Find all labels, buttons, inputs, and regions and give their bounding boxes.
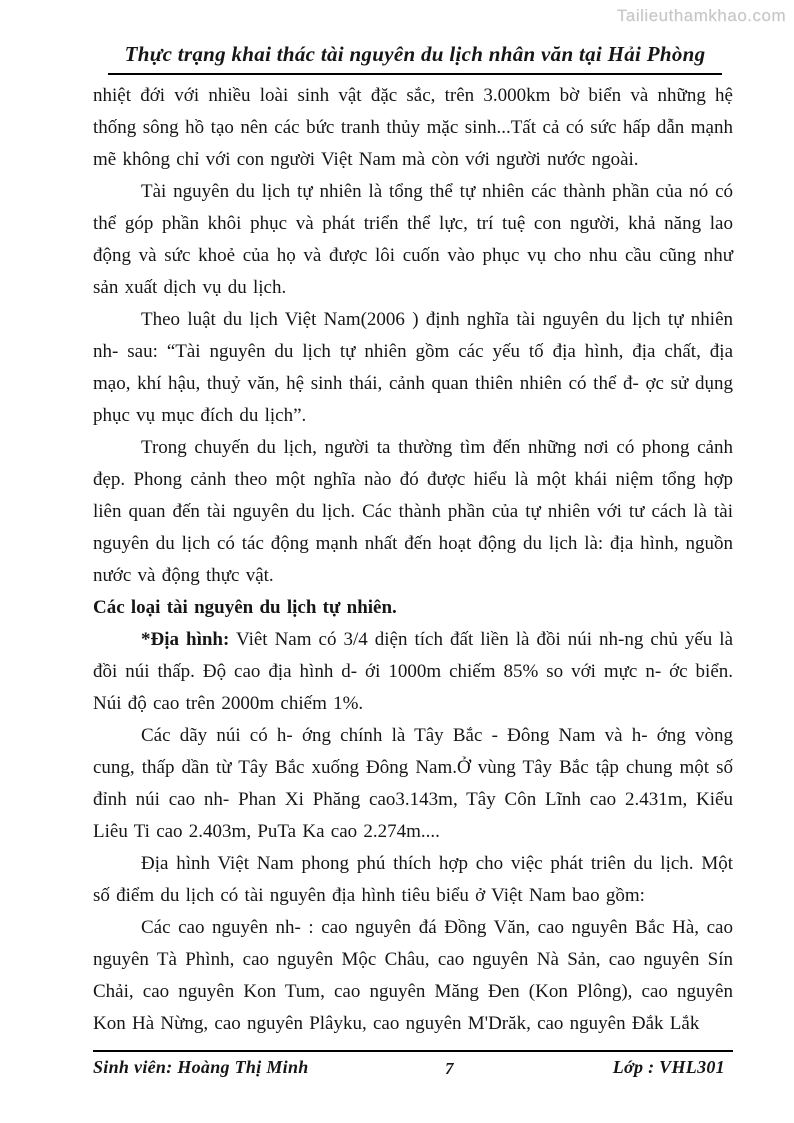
paragraph-continuation: nhiệt đới với nhiều loài sinh vật đặc sắc, trên 3.000km bờ biển và những hệ thống sông hồ tạo nên các bức tranh thủy mặc sinh...Tất cả có sức hấp dẫn mạnh mẽ không chỉ với con người Việt Nam mà còn với người nước ngoài. bbox=[93, 85, 733, 170]
paragraph-lead-bold: *Địa hình: bbox=[141, 629, 230, 650]
paragraph bbox=[93, 624, 733, 720]
document-body bbox=[93, 80, 733, 1040]
paragraph: Các dãy núi có h- ớng chính là Tây Bắc - Đông Nam và h- ớng vòng cung, thấp dần từ Tây Bắc xuống Đông Nam.Ở vùng Tây Bắc tập chung một số đỉnh núi cao nh- Phan Xi Phăng cao3.143m, Tây Côn Lĩnh cao 2.431m, Kiểu Liêu Ti cao 2.403m, PuTa Ka cao 2.274m.... bbox=[93, 725, 733, 842]
paragraph-text: Viêt Nam có 3/4 diện tích đất liền là đồi núi nh-ng chủ yếu là đồi núi thấp. Độ cao địa hình d- ới 1000m chiếm 85% so với mực n- ớc biển. Núi độ cao trên 2000m chiếm 1%. bbox=[93, 629, 734, 714]
paragraph: Trong chuyến du lịch, người ta thường tìm đến những nơi có phong cảnh đẹp. Phong cảnh theo một nghĩa nào đó được hiểu là một khái niệm tổng hợp liên quan đến tài nguyên du lịch. Các thành phần của tự nhiên với tư cách là tài nguyên du lịch có tác động mạnh nhất đến hoạt động du lịch là: địa hình, nguồn nước và động thực vật. bbox=[93, 437, 733, 586]
page-footer bbox=[93, 1057, 733, 1087]
watermark-text: Tailieuthamkhao.com bbox=[616, 6, 786, 25]
paragraph: Tài nguyên du lịch tự nhiên là tổng thể tự nhiên các thành phần của nó có thể góp phần khôi phục và phát triển thể lực, trí tuệ con người, khả năng lao động và sức khoẻ của họ và được lôi cuốn vào phục vụ cho nhu cầu cũng như sản xuất dịch vụ du lịch. bbox=[93, 181, 733, 298]
section-heading: Các loại tài nguyên du lịch tự nhiên. bbox=[93, 597, 397, 618]
footer-student-name: Sinh viên: Hoàng Thị Minh bbox=[93, 1057, 309, 1077]
paragraph: Các cao nguyên nh- : cao nguyên đá Đồng Văn, cao nguyên Bắc Hà, cao nguyên Tà Phình, cao nguyên Mộc Châu, cao nguyên Nà Sản, cao nguyên Sín Chải, cao nguyên Kon Tum, cao nguyên Măng Đen (Kon Plông), cao nguyên Kon Hà Nừng, cao nguyên Plâyku, cao nguyên M'Drăk, cao nguyên Đắk Lắk bbox=[93, 917, 733, 1034]
footer-page-number: 7 bbox=[445, 1059, 454, 1078]
footer-class-label: Lớp : VHL301 bbox=[612, 1057, 725, 1077]
footer-divider bbox=[93, 1050, 733, 1052]
page-header-title: Thực trạng khai thác tài nguyên du lịch nhân văn tại Hải Phòng bbox=[108, 42, 722, 75]
paragraph: Theo luật du lịch Việt Nam(2006 ) định nghĩa tài nguyên du lịch tự nhiên nh- sau: “Tài nguyên du lịch tự nhiên gồm các yếu tố địa hình, địa chất, địa mạo, khí hậu, thuỷ văn, hệ sinh thái, cảnh quan thiên nhiên có thể đ- ợc sử dụng phục vụ mục đích du lịch”. bbox=[93, 309, 733, 426]
paragraph: Địa hình Việt Nam phong phú thích hợp cho việc phát triên du lịch. Một số điểm du lịch có tài nguyên địa hình tiêu biểu ở Việt Nam bao gồm: bbox=[93, 853, 733, 906]
